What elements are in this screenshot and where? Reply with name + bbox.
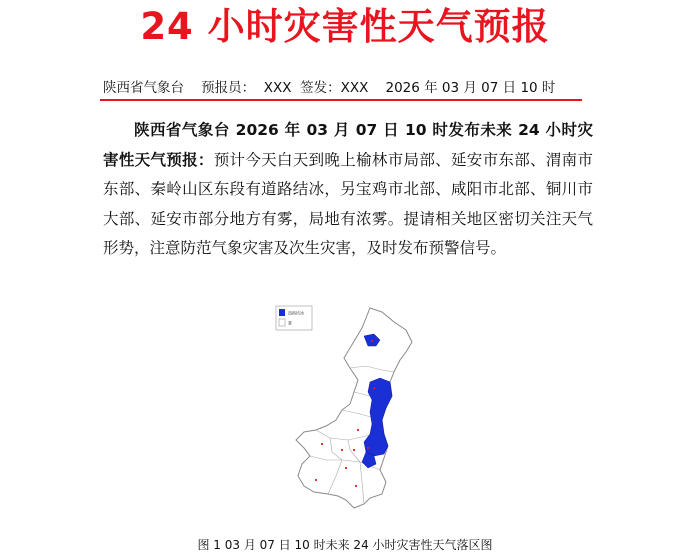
hazard-map: [270, 300, 430, 530]
map-legend: [276, 306, 312, 330]
legend-swatch-fog: [279, 319, 285, 326]
page-title: 24 小时灾害性天气预报: [140, 5, 550, 48]
legend-label-ice: 道路结冰: [288, 310, 304, 316]
forecast-lead: 陕西省气象台 2026 年 03 月 07 日 10 时发布未来 24 小时灾害性天气预报：: [103, 121, 593, 169]
forecast-paragraph: [103, 116, 593, 264]
map-caption: 图 1 03 月 07 日 10 时未来 24 小时灾害性天气落区图: [197, 538, 493, 552]
legend-swatch-ice: [279, 309, 285, 316]
header-meta: 陕西省气象台 预报员： XXX 签发：XXX 2026 年 03 月 07 日 10 时: [103, 80, 556, 96]
province-outline: [296, 308, 412, 508]
forecast-body: 预计今天白天到晚上榆林市局部、延安市东部、渭南市东部、秦岭山区东段有道路结冰，另宝鸡市北部、咸阳市北部、铜川市大部、延安市部分地方有雾，局地有浓雾。提请相关地区密切关注天气形势，注意防范气象灾害及次生灾害，及时发布预警信号。: [103, 150, 593, 257]
legend-label-fog: 雾: [288, 320, 292, 326]
header-divider: [100, 99, 582, 101]
